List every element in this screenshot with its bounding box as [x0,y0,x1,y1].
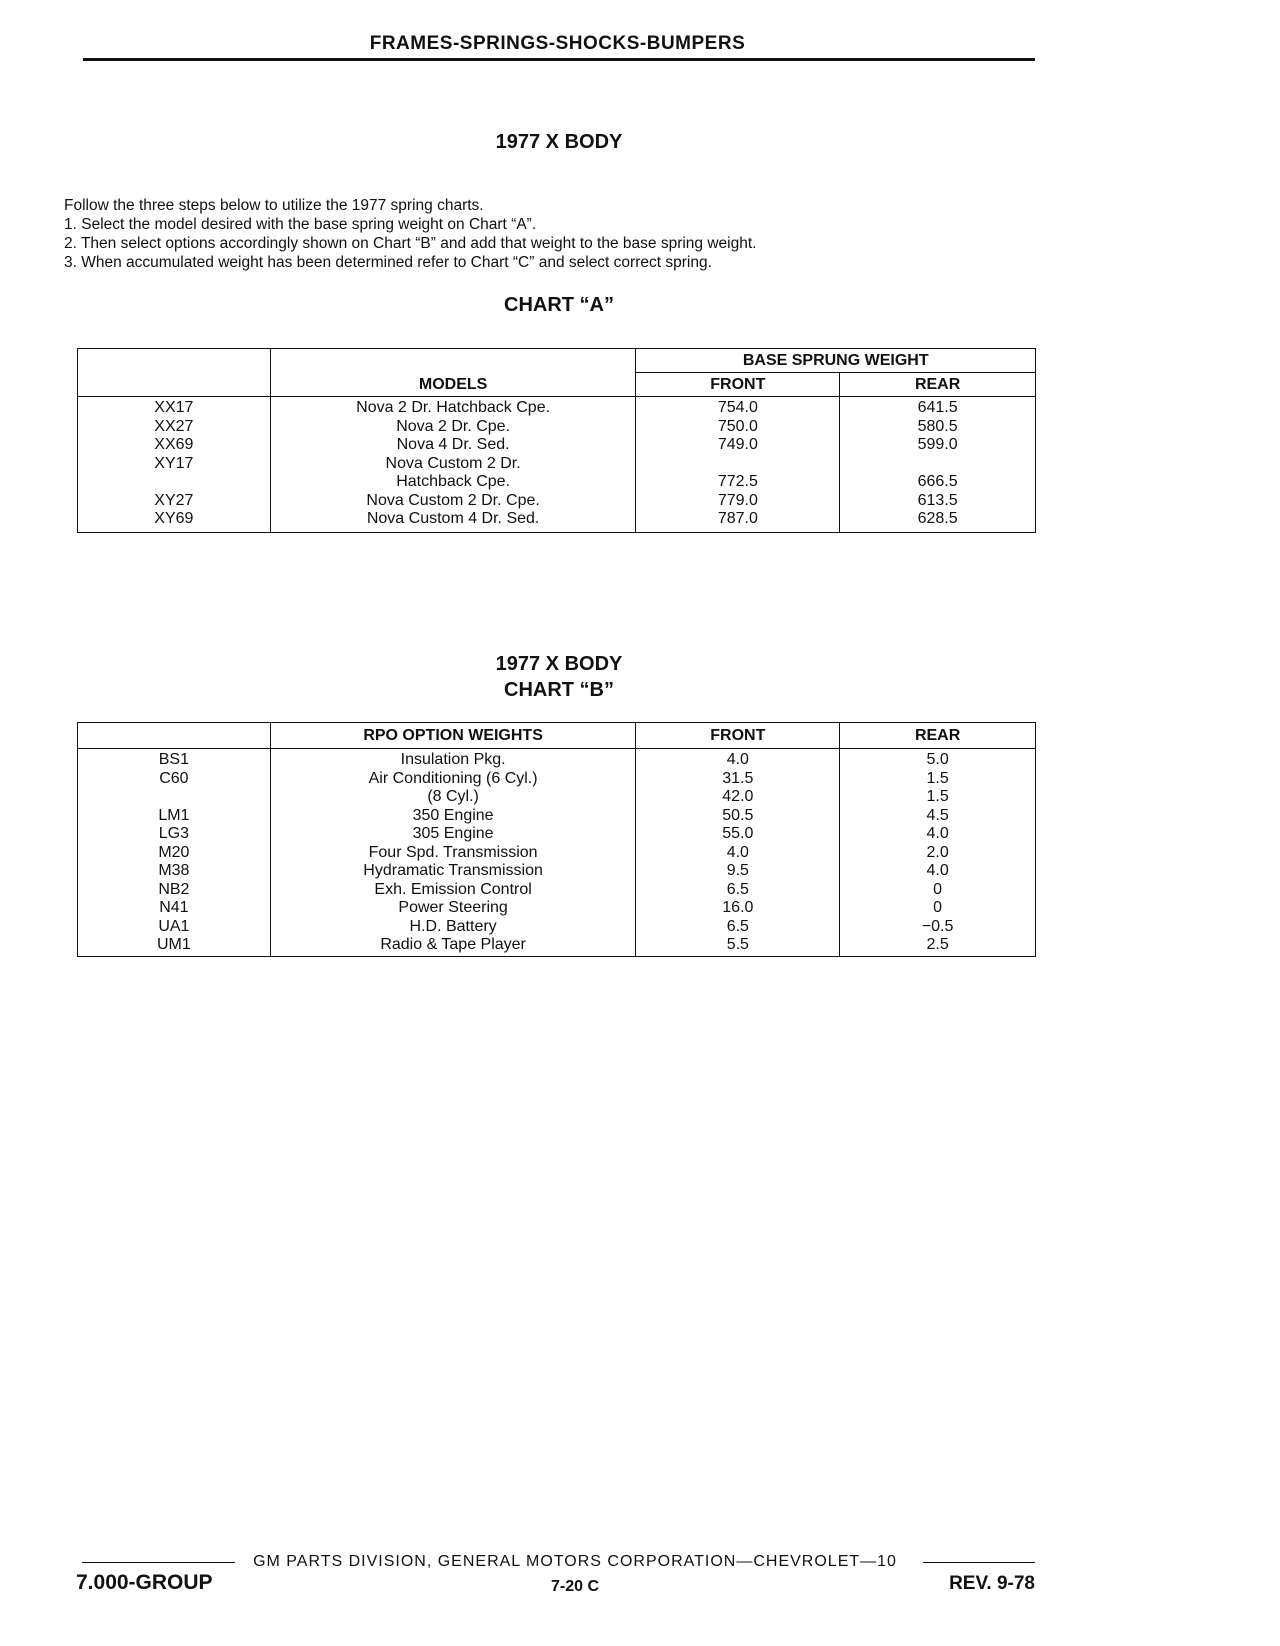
table-cell: Four Spd. Transmission [368,843,538,861]
chart-a-header-front: FRONT [636,373,840,397]
section-title: 1977 X BODY [495,131,623,153]
chart-a-codes-column [78,397,271,533]
chart-a-front-column [636,397,840,533]
table-cell: 0 [933,880,943,898]
table-cell: 4.0 [726,843,749,861]
table-cell: Hatchback Cpe. [396,473,511,490]
table-cell: 50.5 [722,806,754,824]
chart-a-header-rear: REAR [840,373,1036,397]
footer-rule-right [923,1562,1035,1563]
table-cell: XY17 [154,454,194,472]
chart-a-rear-column [840,397,1036,533]
table-cell: −0.5 [921,917,954,935]
footer-rule-left [82,1562,235,1563]
table-cell: 613.5 [917,491,958,509]
table-cell: 599.0 [917,436,958,453]
table-cell: 666.5 [917,473,958,490]
table-cell: 6.5 [726,880,749,898]
table-cell: XY27 [154,491,194,509]
table-cell: N41 [159,899,189,916]
table-cell: 628.5 [917,510,958,527]
table-cell: M20 [158,843,190,861]
table-cell: 6.5 [726,917,749,935]
instruction-step-1: 1. Select the model desired with the base spring weight on Chart “A”. [64,216,537,233]
table-cell: 2.0 [926,843,949,861]
table-cell: 31.5 [722,769,754,787]
footer-publisher: GM PARTS DIVISION, GENERAL MOTORS CORPORATION—CHEVROLET—10 [253,1553,897,1570]
table-cell: 42.0 [722,788,754,805]
table-cell [840,455,1035,474]
table-cell: 779.0 [717,491,758,509]
table-cell: 1.5 [926,769,949,787]
header-rule [83,58,1035,61]
table-cell: 1.5 [926,788,949,805]
table-cell: 4.0 [926,862,949,879]
table-cell: Nova Custom 4 Dr. Sed. [366,510,540,527]
table-cell: XX27 [154,417,194,435]
table-cell: Nova 2 Dr. Cpe. [396,417,511,435]
table-cell: 9.5 [726,862,749,879]
table-cell: 772.5 [717,473,758,490]
table-cell: LG3 [158,825,189,842]
table-cell: Air Conditioning (6 Cyl.) [368,769,538,787]
table-cell: 305 Engine [412,825,494,842]
table-cell: 350 Engine [412,806,494,824]
footer-revision: REV. 9-78 [949,1573,1035,1594]
table-cell: 5.0 [926,751,949,768]
table-cell: XY69 [154,510,194,527]
table-cell: Nova 4 Dr. Sed. [396,436,510,453]
instruction-step-3: 3. When accumulated weight has been determined refer to Chart “C” and select correct spring. [64,254,712,271]
table-cell: Hydramatic Transmission [363,862,543,879]
table-cell: Power Steering [398,899,508,916]
chart-a-title: CHART “A” [504,294,614,316]
table-cell: 2.5 [926,936,949,953]
table-cell: Nova Custom 2 Dr. [385,454,521,472]
table-cell: Radio & Tape Player [380,936,526,953]
table-cell: 5.5 [726,936,749,953]
section-2-title: 1977 X BODY [495,653,623,675]
chart-b-header-front: FRONT [636,723,840,749]
table-cell: 0 [933,899,943,916]
instruction-intro: Follow the three steps below to utilize the 1977 spring charts. [64,197,484,214]
chart-b-title: CHART “B” [504,679,614,701]
instruction-step-2: 2. Then select options accordingly shown on Chart “B” and add that weight to the base spring weight. [64,235,757,252]
chart-a-header-base-sprung-weight: BASE SPRUNG WEIGHT [636,349,1036,373]
table-cell [78,473,270,492]
chart-a-models-column [270,397,636,533]
table-cell: 4.0 [726,751,749,768]
table-cell: 580.5 [917,417,958,435]
chart-a-header-code [78,349,271,397]
table-cell: M38 [158,862,190,879]
footer-page-number: 7-20 C [550,1578,600,1595]
table-cell: 55.0 [722,825,754,842]
chart-a-header-models: MODELS [270,349,636,397]
table-cell: 4.0 [926,825,949,842]
table-cell: UM1 [156,936,191,953]
table-cell: (8 Cyl.) [427,788,479,805]
table-cell: Nova Custom 2 Dr. Cpe. [366,491,540,509]
table-cell: C60 [159,769,189,787]
table-cell: H.D. Battery [409,917,497,935]
chart-b-rear-column [840,749,1036,957]
chart-b-table [77,722,1036,957]
chart-b-header-code [78,723,271,749]
table-cell: 787.0 [717,510,758,527]
table-cell: XX69 [154,436,194,453]
table-cell: Nova 2 Dr. Hatchback Cpe. [356,399,551,416]
footer-group: 7.000-GROUP [76,1571,213,1594]
table-cell: NB2 [158,880,190,898]
chart-b-codes-column [78,749,271,957]
chart-b-options-column [270,749,636,957]
chart-b-header-option-weights: RPO OPTION WEIGHTS [270,723,636,749]
table-cell: LM1 [158,806,190,824]
table-cell: 16.0 [722,899,754,916]
table-cell: Insulation Pkg. [400,751,506,768]
table-cell: 754.0 [717,399,758,416]
table-cell [636,455,839,474]
table-cell: Exh. Emission Control [374,880,532,898]
table-cell: XX17 [154,399,194,416]
chart-b-header-rear: REAR [840,723,1036,749]
table-cell [78,788,270,807]
table-cell: 749.0 [717,436,758,453]
table-cell: 750.0 [717,417,758,435]
table-cell: 4.5 [926,806,949,824]
page-header-title: FRAMES-SPRINGS-SHOCKS-BUMPERS [369,33,746,54]
table-cell: UA1 [158,917,190,935]
table-cell: BS1 [158,751,189,768]
table-cell: 641.5 [917,399,958,416]
chart-a-table [77,348,1036,533]
chart-b-front-column [636,749,840,957]
instructions [64,196,756,272]
